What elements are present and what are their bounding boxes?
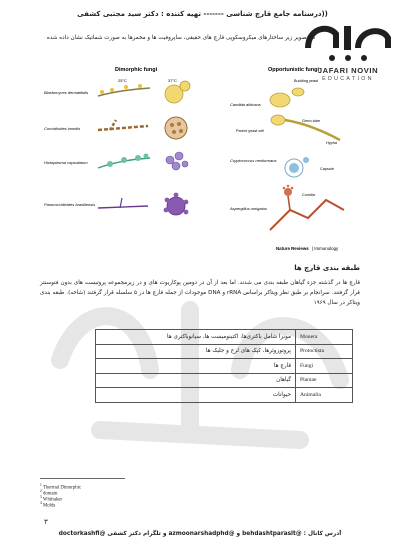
coccidioides-spherule-drawing (165, 117, 187, 139)
table-row (96, 373, 353, 388)
label-germ-tube: Germ-tube (302, 119, 321, 123)
left-panel-title: Dimorphic fungi (115, 67, 158, 73)
coccidioides-mould-drawing (98, 120, 148, 130)
logo-line1: JAFARI NOVIN (317, 66, 379, 75)
label-budding-yeast: Budding yeast (294, 79, 319, 83)
blastomyces-yeast-drawing (165, 81, 190, 103)
temp-37-label: 37°C (168, 78, 177, 83)
kingdom-description: قارچ ها (96, 359, 296, 374)
kingdom-name: Fungi (296, 359, 353, 374)
footnote-divider (40, 478, 125, 479)
candida-drawing (270, 88, 340, 140)
kingdom-name: Protoctista (296, 344, 353, 359)
page-number: ۳ (44, 518, 48, 526)
temp-25-label: 25°C (118, 78, 127, 83)
footnote-number: 1 (40, 483, 42, 487)
logo-emblem (302, 18, 394, 64)
right-panel-title: Opportunistic fungi (268, 67, 320, 73)
table-row (96, 330, 353, 345)
species-candida: Candida albicans (230, 102, 261, 107)
classification-paragraph: قارچ ها در گذشته جزء گیاهان طبقه بندی می شدند. اما بعد از آن در دومین پوکاریوت های و در زیرمجموعه پروتیست های بدون فتوسنتز قرار گرفتند. سرانجام بر طبق نظر ویتاکر براساس rRNA و DNA موجودات از جمله قارچ ها در ۵ سلسله قرار گرفتند (شاخه). طبقه بندی ویتاکر در سال ۱۹۶۹ (40, 280, 360, 306)
species-paracoccidioides: Paracoccidioides brasiliensis (44, 202, 96, 207)
kingdom-description: پروتوزوئرها، کپک های لزج و جلبک ها (96, 344, 296, 359)
kingdoms-table (95, 329, 353, 403)
section-title: طبقه بندی قارچ ها (294, 264, 360, 272)
figure-credit (276, 246, 339, 251)
credit-bold: Nature Reviews (276, 246, 309, 251)
table-row (96, 388, 353, 403)
paracoccidioides-mould-drawing (98, 198, 148, 208)
credit-rest: | Immunology (311, 246, 339, 251)
kingdom-description: مونرا شامل باکتری‌ها، اکتینومیست ها، سیانوباکتری ها (96, 330, 296, 345)
intro-text: در تصویر زیر ساختارهای میکروسکوپی قارچ های حقیقی، ساپروفیت ها و مخمرها به صورت شماتیک نشان داده شده (46, 35, 315, 41)
label-parent-yeast: Parent yeast cell (236, 129, 265, 133)
footnote-text: Molds (43, 503, 56, 509)
footnote-text: Whittaker (42, 497, 63, 503)
footnote-number: 3 (40, 495, 42, 499)
kingdom-description: حیوانات (96, 388, 296, 403)
table-row (96, 359, 353, 374)
channel-footer: آدرس کانال : @behdashtparasit و @azmoonarshadphd و تلگرام دکتر کشفی @doctorkashfi (58, 531, 342, 537)
footnote-number: 2 (40, 489, 42, 493)
kingdom-name: Animalia (296, 388, 353, 403)
aspergillus-drawing (270, 185, 344, 230)
paracoccidioides-yeast-drawing (164, 193, 189, 215)
footnote-item (40, 500, 55, 510)
kingdom-description: گیاهان (96, 373, 296, 388)
species-blastomyces: Blastomyces dermatitidis (44, 90, 89, 95)
label-capsule: Capsule (320, 167, 334, 171)
species-histoplasma: Histoplasma capsulatum (44, 160, 88, 165)
label-hypha: Hypha (326, 141, 337, 145)
footnote-text: domain (43, 491, 58, 497)
page-header: ((درسنامه جامع قارچ شناسی ------- تهیه کننده : دکتر سید مجتبی کشفی (77, 10, 328, 18)
fungi-figure (40, 60, 360, 260)
species-aspergillus: Aspergillus umigatus (230, 206, 267, 211)
logo-line2: EDUCATION (322, 76, 374, 82)
table-row (96, 344, 353, 359)
species-coccidioides: Coccidioides immitis (44, 126, 81, 131)
kingdom-name: Monera (296, 330, 353, 345)
footnote-text: Thermal Dimorphic (42, 485, 82, 491)
histoplasma-mould-drawing (98, 154, 150, 169)
cryptococcus-drawing (285, 157, 309, 177)
footnote-number: 4 (40, 501, 42, 505)
species-cryptococcus: Cryptococcus neoformans (230, 158, 277, 163)
label-conidia: Conidia (302, 193, 315, 197)
histoplasma-yeast-drawing (166, 152, 188, 170)
kingdom-name: Plantae (296, 373, 353, 388)
blastomyces-mould-drawing (98, 84, 150, 96)
